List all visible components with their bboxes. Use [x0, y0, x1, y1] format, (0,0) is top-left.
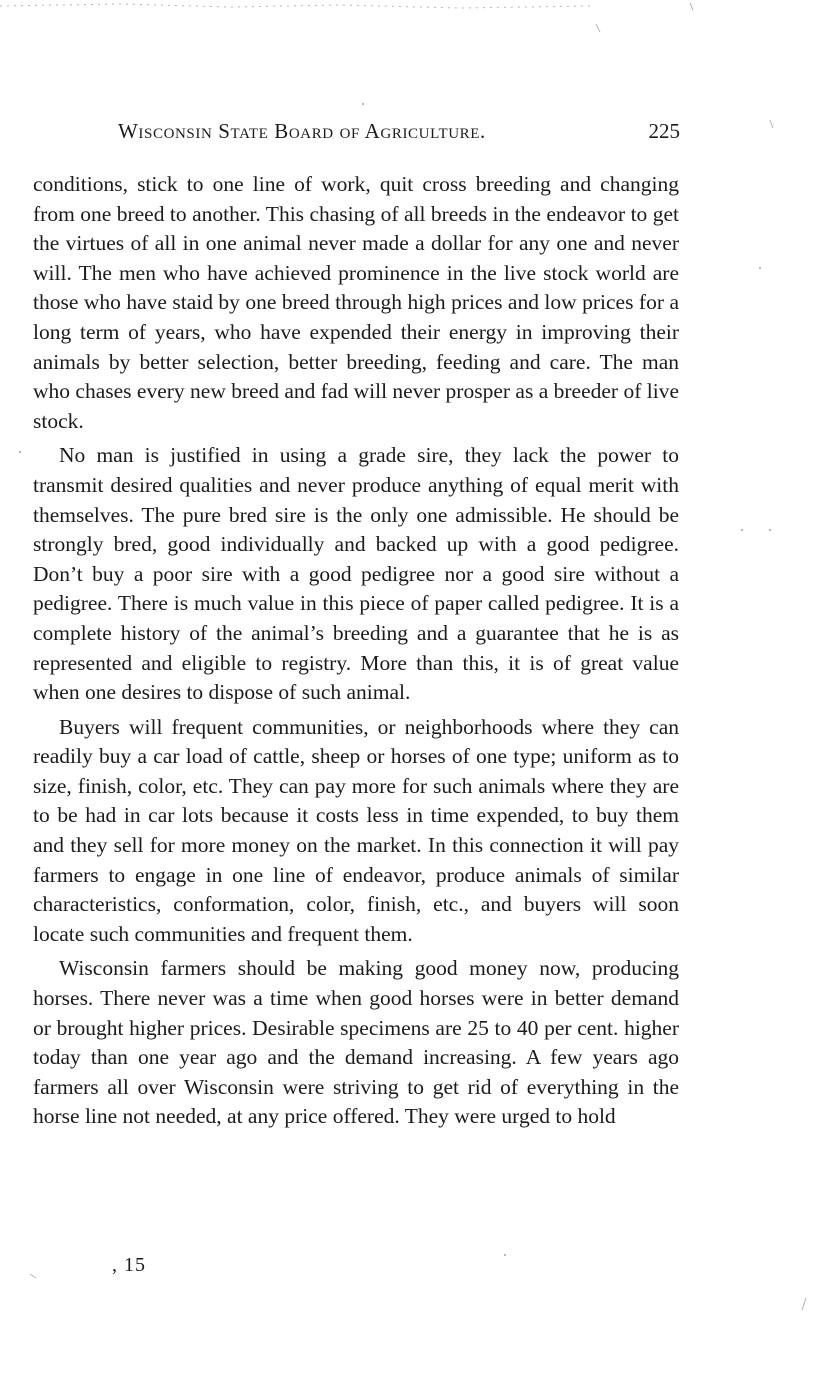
running-title: Wisconsin State Board of Agriculture.: [118, 119, 486, 143]
paragraph-horses: Wisconsin farmers should be making good money now, producing horses. There never was a time when good horses were in better demand or brought higher prices. Desirable specimens are 25 to 40 per cent. higher today than one year ago and the demand increasing. A few years ago farmers all over Wisconsin were striving to get rid of everything in the horse line not needed, at any price offered. They were urged to hold: [33, 956, 679, 1129]
paragraph-grade-sire: No man is justified in using a grade sire, they lack the power to transmit desired qualities and never produce anything of equal merit with themselves. The pure bred sire is the only one admissible. He should be strongly bred, good individually and backed up with a good pedigree. Don’t buy a poor sire with a good pedigree nor a good sire without a pedigree. There is much value in this piece of paper called pedigree. It is a complete history of the animal’s breeding and a guarantee that he is as represented and eligible to registry. More than this, it is of great value when one desires to dispose of such animal.: [33, 443, 679, 705]
page-number: 225: [648, 119, 680, 143]
paragraph-buyers: Buyers will frequent communities, or neighborhoods where they can readily buy a car load of cattle, sheep or horses of one type; uniform as to size, finish, color, etc. They can pay more for such animals where they are to be had in car lots because it costs less in time expended, to buy them and they sell for more money on the market. In this connection it will pay farmers to engage in one line of endeavor, produce animals of similar characteristics, conformation, color, finish, etc., and buyers will soon locate such communities and frequent them.: [33, 714, 679, 946]
paragraph-continuation: conditions, stick to one line of work, quit cross breeding and changing from one breed to another. This chasing of all breeds in the endeavor to get the virtues of all in one animal never made a dollar for any one and never will. The men who have achieved prominence in the live stock world are those who have staid by one breed through high prices and low prices for a long term of years, who have expended their energy in improving their animals by better selection, better breeding, feeding and care. The man who chases every new breed and fad will never prosper as a breeder of live stock.: [33, 172, 679, 433]
body-text: [33, 170, 679, 1137]
signature-mark: [112, 1254, 146, 1277]
signature-comma: ,: [112, 1254, 124, 1276]
page-header: [118, 119, 680, 151]
signature-number: 15: [124, 1254, 146, 1276]
